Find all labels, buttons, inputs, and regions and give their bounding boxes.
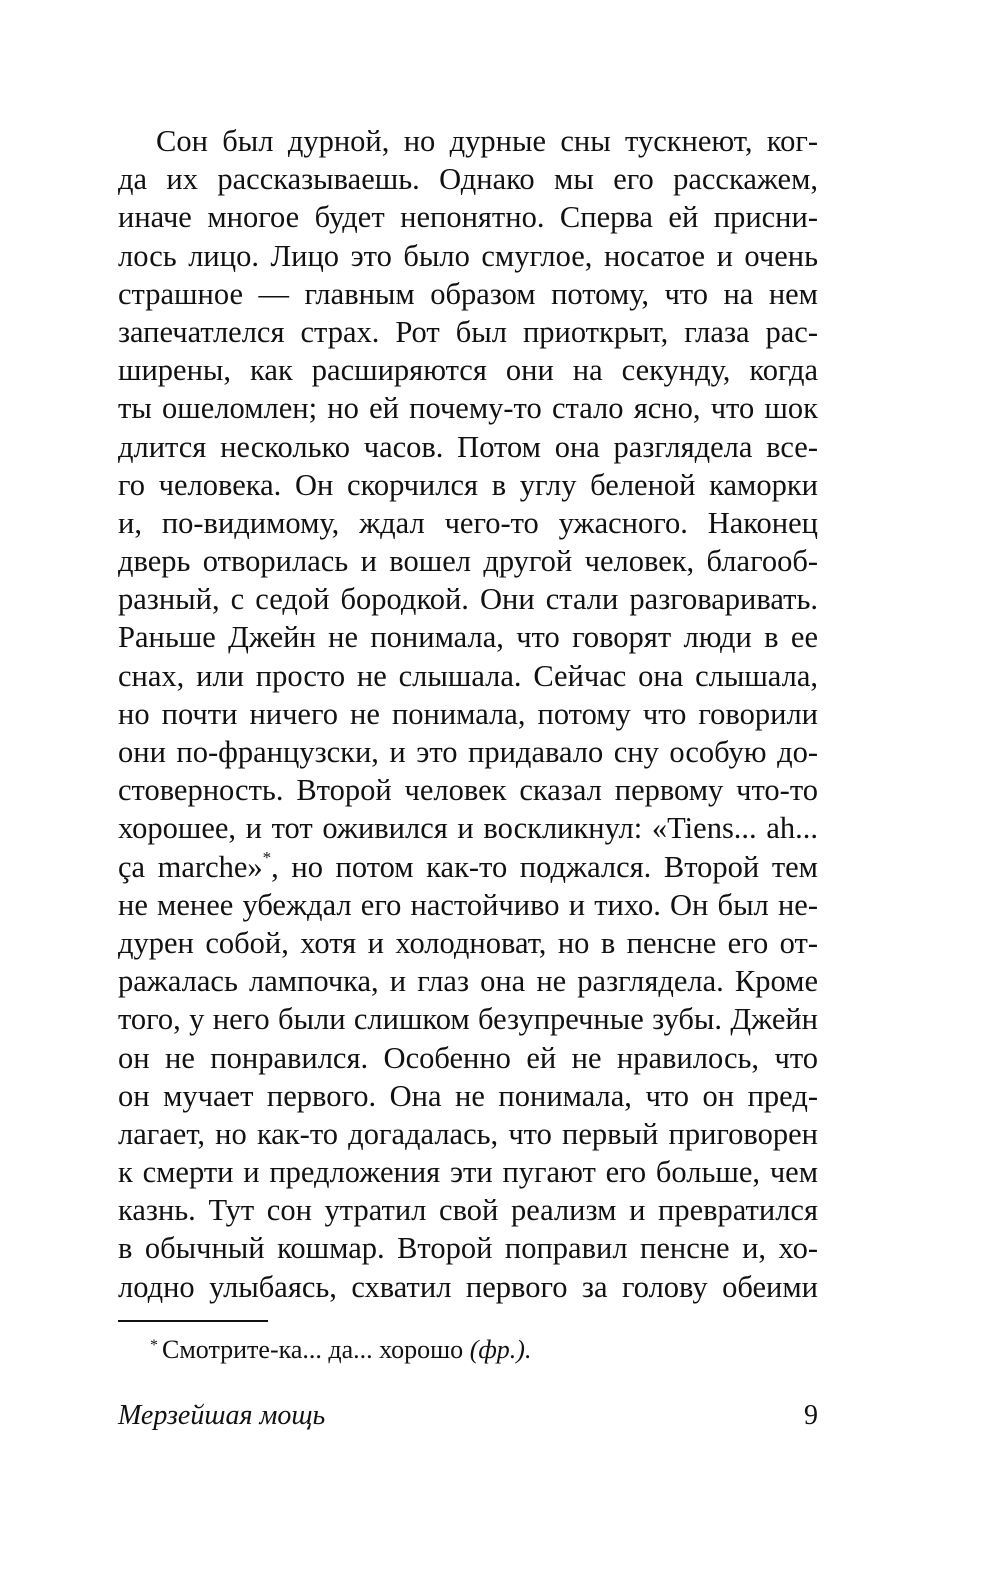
text-line: ширены, как расширяются они на секунду, когда [118, 353, 818, 388]
text-line: ражалась лампочка, и глаз она не разглядела. Кроме [118, 964, 818, 999]
text-line: Раньше Джейн не понимала, что говорят люди в ее [118, 620, 818, 655]
running-title: Мерзейшая мощь [118, 1400, 326, 1431]
text-line: хорошее, и тот оживился и воскликнул: «Tiens... ah... [118, 811, 818, 846]
text-line: в обычный кошмар. Второй поправил пенсне и, хо- [118, 1231, 818, 1266]
text-line: ты ошеломлен; но ей почему-то стало ясно, что шок [118, 391, 818, 426]
text-line: длится несколько часов. Потом она разглядела все- [118, 429, 818, 464]
main-text [118, 122, 818, 1306]
footnote-divider [118, 1320, 268, 1322]
text-line: и, по-видимому, ждал чего-то ужасного. Наконец [118, 505, 818, 540]
text-line: он мучает первого. Она не понимала, что он пред- [118, 1078, 818, 1113]
text-line: лось лицо. Лицо это было смуглое, носатое и очень [118, 238, 818, 273]
text-line: да их рассказываешь. Однако мы его расскажем, [118, 162, 818, 197]
text-line: Сон был дурной, но дурные сны тускнеют, ког- [156, 124, 818, 158]
text-line: не менее убеждал его настойчиво и тихо. Он был не- [118, 887, 818, 922]
page-number: 9 [804, 1400, 818, 1431]
text-segment: , но потом как-то поджался. Второй тем [271, 849, 818, 884]
text-line-with-note [118, 848, 818, 886]
footnote [150, 1330, 531, 1370]
text-line: страшное — главным образом потому, что на нем [118, 276, 818, 311]
text-line: они по-французски, и это придавало сну особую до- [118, 735, 818, 769]
text-line: снах, или просто не слышала. Сейчас она слышала, [118, 658, 818, 693]
text-line: дурен собой, хотя и холодноват, но в пенсне его от- [118, 925, 818, 960]
text-line: к смерти и предложения эти пугают его больше, чем [118, 1155, 818, 1190]
text-line: он не понравился. Особенно ей не нравилось, что [118, 1040, 818, 1075]
text-line: стоверность. Второй человек сказал первому что-то [118, 773, 818, 808]
text-line: того, у него были слишком безупречные зубы. Джейн [118, 1002, 818, 1037]
text-line: казнь. Тут сон утратил свой реализм и превратился [118, 1193, 818, 1228]
footnote-language: (фр.). [469, 1335, 532, 1364]
text-line: запечатлелся страх. Рот был приоткрыт, глаза рас- [118, 314, 818, 349]
footnote-mark: * [150, 1337, 158, 1354]
text-line: лагает, но как-то догадалась, что первый приговорен [118, 1116, 818, 1151]
text-line: но почти ничего не понимала, потому что говорили [118, 696, 818, 731]
footnote-reference[interactable]: * [262, 848, 272, 868]
text-segment: ça marche» [118, 849, 263, 884]
text-line: го человека. Он скорчился в углу беленой каморки [118, 467, 818, 502]
text-line: разный, с седой бородкой. Они стали разговаривать. [118, 582, 818, 617]
text-line: иначе многое будет непонятно. Сперва ей присни- [118, 200, 818, 235]
footnote-text: Смотрите-ка... да... хорошо [162, 1335, 464, 1364]
text-line: лодно улыбаясь, схватил первого за голову обеими [118, 1269, 818, 1304]
text-line: дверь отворилась и вошел другой человек, благооб- [118, 544, 818, 579]
